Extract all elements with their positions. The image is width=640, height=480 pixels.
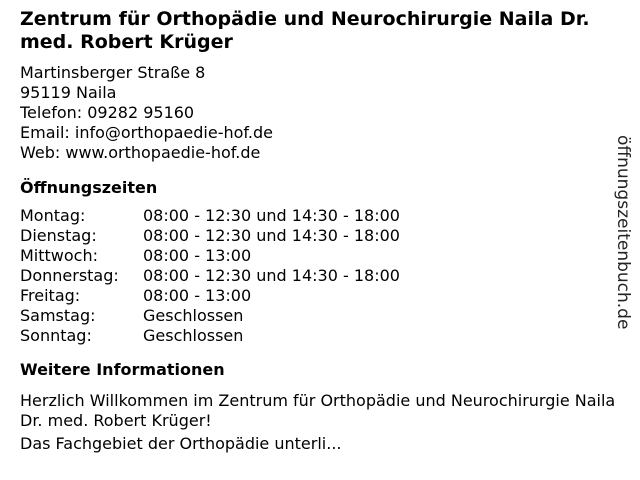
- day-label: Dienstag:: [20, 226, 97, 245]
- website: Web: www.orthopaedie-hof.de: [20, 143, 261, 162]
- business-card: [20, 8, 620, 454]
- time-range: 08:00 - 12:30 und 14:30 - 18:00: [143, 266, 400, 285]
- opening-hours-table: [20, 206, 400, 346]
- table-row: [20, 286, 400, 306]
- table-row: [20, 246, 400, 266]
- table-row: [20, 266, 400, 286]
- more-info-heading: Weitere Informationen: [20, 360, 225, 379]
- description: [20, 391, 620, 454]
- time-range: 08:00 - 12:30 und 14:30 - 18:00: [143, 226, 400, 245]
- day-label: Samstag:: [20, 306, 96, 325]
- time-range: 08:00 - 13:00: [143, 246, 252, 265]
- time-range: Geschlossen: [143, 326, 244, 345]
- day-label: Freitag:: [20, 286, 81, 305]
- table-row: [20, 226, 400, 246]
- table-row: [20, 326, 400, 346]
- street-address: Martinsberger Straße 8: [20, 63, 206, 82]
- description-excerpt: Das Fachgebiet der Orthopädie unterli...: [20, 434, 342, 453]
- business-name: Zentrum für Orthopädie und Neurochirurgie Naila Dr. med. Robert Krüger: [20, 8, 590, 53]
- opening-hours-heading: Öffnungszeiten: [20, 178, 158, 197]
- address-block: [20, 63, 620, 163]
- watermark: öffnungszeitenbuch.de: [613, 135, 633, 330]
- time-range: 08:00 - 13:00: [143, 286, 252, 305]
- day-label: Montag:: [20, 206, 86, 225]
- phone: Telefon: 09282 95160: [20, 103, 195, 122]
- city: 95119 Naila: [20, 83, 117, 102]
- day-label: Sonntag:: [20, 326, 92, 345]
- day-label: Donnerstag:: [20, 266, 119, 285]
- day-label: Mittwoch:: [20, 246, 98, 265]
- table-row: [20, 306, 400, 326]
- email: Email: info@orthopaedie-hof.de: [20, 123, 273, 142]
- table-row: [20, 206, 400, 226]
- time-range: 08:00 - 12:30 und 14:30 - 18:00: [143, 206, 400, 225]
- time-range: Geschlossen: [143, 306, 244, 325]
- welcome-text: Herzlich Willkommen im Zentrum für Orthopädie und Neurochirurgie Naila Dr. med. Robert Krüger!: [20, 391, 616, 430]
